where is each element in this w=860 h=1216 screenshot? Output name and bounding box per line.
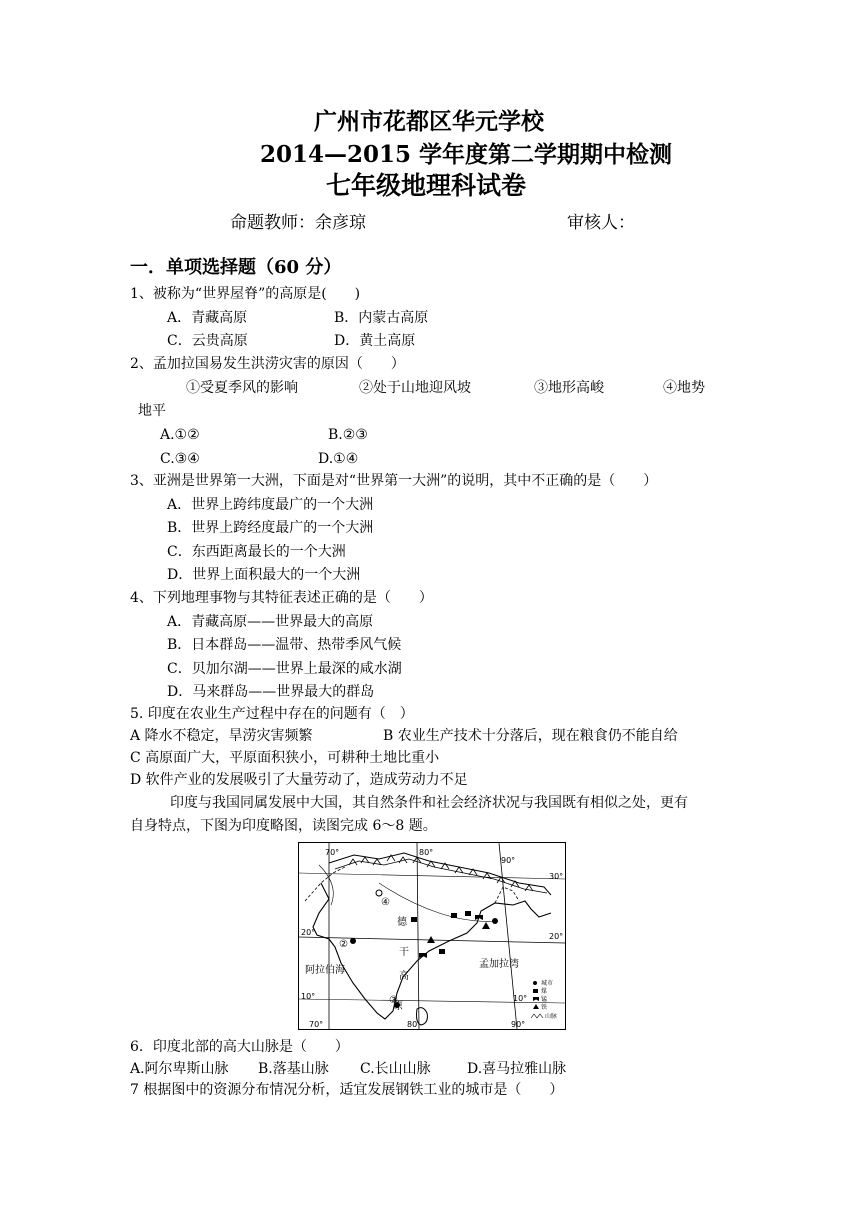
label-de: 德 bbox=[397, 917, 407, 928]
reviewer-line: 审核人： bbox=[567, 213, 635, 233]
question-6-option-a: A.阿尔卑斯山脉 bbox=[130, 1061, 229, 1077]
legend-mountain: 山脉 bbox=[545, 1013, 558, 1020]
term-title: 2014—2015 学年度第二学期期中检测 bbox=[260, 141, 673, 168]
lon-label-90-bottom: 90° bbox=[511, 1020, 526, 1029]
question-2-option-d: D.①④ bbox=[318, 451, 359, 467]
lon-label-70: 70° bbox=[325, 848, 340, 857]
question-6-stem: 6．印度北部的高大山脉是（ ） bbox=[130, 1039, 349, 1055]
lat-label-10: 10° bbox=[301, 992, 316, 1001]
legend-coal: 煤 bbox=[541, 988, 548, 995]
question-4-option-d: D．马来群岛——世界最大的群岛 bbox=[167, 684, 375, 700]
lon-label-90: 90° bbox=[501, 856, 516, 865]
question-3-option-a: A．世界上跨纬度最广的一个大洲 bbox=[167, 497, 374, 513]
question-2-option-c: C.③④ bbox=[160, 451, 200, 467]
parallel-30 bbox=[299, 873, 565, 879]
question-1-option-c: C．云贵高原 bbox=[167, 333, 248, 349]
section-title: 一．单项选择题（60 分） bbox=[130, 257, 342, 278]
sri-lanka bbox=[417, 1008, 428, 1025]
indus-river bbox=[319, 865, 333, 905]
city-2 bbox=[350, 938, 356, 944]
point-label-4: ④ bbox=[381, 897, 390, 908]
exam-title: 七年级地理科试卷 bbox=[326, 171, 527, 200]
himalaya-outline bbox=[329, 853, 551, 895]
legend-manganese: 锰 bbox=[541, 996, 548, 1003]
coal-symbol-2 bbox=[465, 911, 471, 916]
intro-line-2: 自身特点，下图为印度略图，读图完成 6～8 题。 bbox=[130, 818, 437, 834]
question-2-item-1: ①受夏季风的影响 bbox=[186, 380, 298, 396]
lat-label-20: 20° bbox=[301, 928, 316, 937]
question-5-stem: 5. 印度在农业生产过程中存在的问题有（ ） bbox=[130, 706, 414, 722]
coal-symbol-3 bbox=[439, 949, 445, 954]
lon-label-70-bottom: 70° bbox=[309, 1020, 324, 1029]
question-5-option-a: A 降水不稳定，旱涝灾害频繁 bbox=[130, 728, 313, 744]
question-1-option-d: D．黄土高原 bbox=[334, 333, 416, 349]
point-label-3: ③ bbox=[389, 995, 398, 1006]
lat-label-30: 30° bbox=[549, 872, 564, 881]
map-legend bbox=[531, 979, 557, 1020]
india-map bbox=[298, 842, 566, 1030]
manganese-symbol-2 bbox=[419, 953, 427, 958]
question-6-option-c: C.长山山脉 bbox=[360, 1061, 431, 1077]
question-2-stem: 2、孟加拉国易发生洪涝灾害的原因（ ） bbox=[130, 356, 405, 372]
question-2-option-a: A.①② bbox=[160, 427, 200, 443]
question-5-option-b: B 农业生产技术十分落后，现在粮食仍不能自给 bbox=[383, 728, 678, 744]
question-2-option-b: B.②③ bbox=[328, 427, 368, 443]
school-name: 广州市花都区华元学校 bbox=[314, 108, 544, 135]
question-3-option-b: B．世界上跨经度最广的一个大洲 bbox=[167, 520, 374, 536]
coal-symbol-4 bbox=[411, 917, 417, 922]
question-2-item-2: ②处于山地迎风坡 bbox=[359, 380, 471, 396]
question-7-stem: 7 根据图中的资源分布情况分析，适宜发展钢铁工业的城市是（ ） bbox=[130, 1082, 564, 1098]
question-2-item-3: ③地形高峻 bbox=[534, 380, 604, 396]
bangladesh-border bbox=[495, 887, 519, 903]
question-2-item-4-cont: 地平 bbox=[138, 403, 166, 419]
city-bengal bbox=[492, 918, 498, 924]
question-2-item-4: ④地势 bbox=[663, 380, 705, 396]
label-arabian-sea: 阿拉伯海 bbox=[305, 965, 345, 976]
question-3-option-c: C．东西距离最长的一个大洲 bbox=[167, 544, 346, 560]
question-3-stem: 3、亚洲是世界第一大洲，下面是对“世界第一大洲”的说明，其中不正确的是（ ） bbox=[130, 473, 658, 489]
label-yuan: 原 bbox=[393, 1001, 403, 1012]
question-6-option-d: D.喜马拉雅山脉 bbox=[467, 1061, 567, 1077]
label-bay-of-bengal: 孟加拉湾 bbox=[479, 959, 519, 970]
lat-label-10-right: 10° bbox=[513, 994, 528, 1003]
question-6-option-b: B.落基山脉 bbox=[258, 1061, 329, 1077]
question-3-option-d: D．世界上面积最大的一个大洲 bbox=[167, 567, 361, 583]
lon-label-80: 80° bbox=[419, 848, 434, 857]
question-4-stem: 4、下列地理事物与其特征表述正确的是（ ） bbox=[130, 590, 433, 606]
lon-label-80-bottom: 80 bbox=[407, 1020, 418, 1029]
question-1-option-a: A．青藏高原 bbox=[167, 310, 248, 326]
question-4-option-a: A．青藏高原——世界最大的高原 bbox=[167, 614, 374, 630]
question-1-stem: 1、被称为“世界屋脊”的高原是( ) bbox=[130, 286, 361, 302]
question-1-option-b: B．内蒙古高原 bbox=[334, 310, 429, 326]
iron-symbol-1 bbox=[482, 922, 490, 929]
lat-label-20-right: 20° bbox=[549, 932, 564, 941]
legend-iron: 铁 bbox=[541, 1004, 548, 1011]
manganese-symbol-1 bbox=[475, 915, 483, 920]
label-gao: 高 bbox=[399, 971, 409, 982]
question-5-option-c: C 高原面广大，平原面积狭小，可耕种土地比重小 bbox=[130, 750, 440, 766]
question-5-option-d: D 软件产业的发展吸引了大量劳动了，造成劳动力不足 bbox=[130, 772, 468, 788]
iron-symbol-2 bbox=[427, 936, 435, 943]
label-gan: 干 bbox=[399, 947, 409, 958]
intro-line-1: 印度与我国同属发展中大国，其自然条件和社会经济状况与我国既有相似之处，更有 bbox=[170, 795, 688, 811]
teacher-line: 命题教师：余彦琼 bbox=[230, 213, 366, 233]
city-4 bbox=[376, 890, 382, 896]
coal-symbol-1 bbox=[451, 913, 457, 918]
legend-city: 城市 bbox=[541, 980, 554, 987]
question-4-option-b: B．日本群岛——温带、热带季风气候 bbox=[167, 637, 402, 653]
point-label-2: ② bbox=[339, 939, 348, 950]
question-4-option-c: C．贝加尔湖——世界上最深的咸水湖 bbox=[167, 661, 402, 677]
